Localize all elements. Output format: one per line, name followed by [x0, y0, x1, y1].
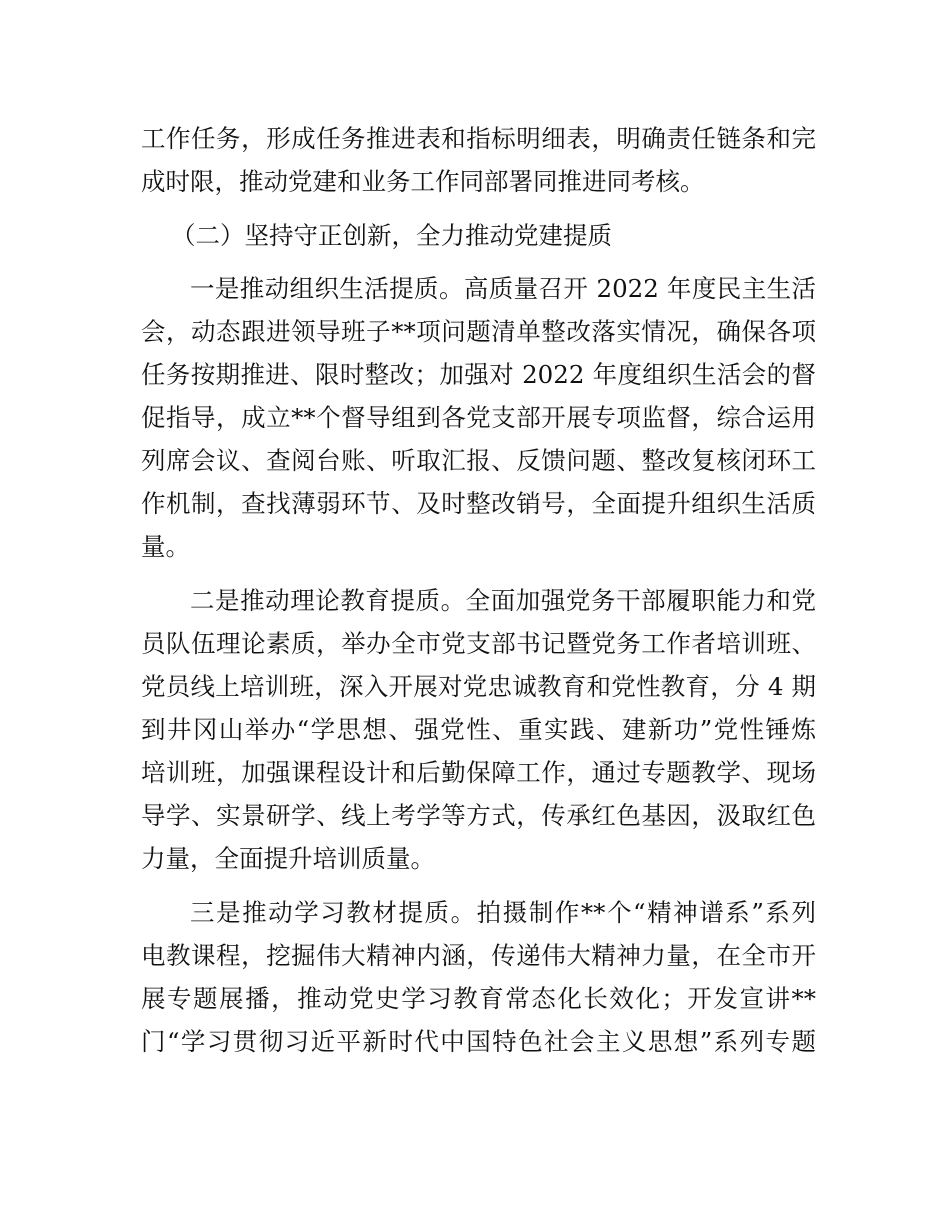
paragraph-2-line: 到井冈山举办“学思想、强党性、重实践、建新功”党性锤炼	[141, 715, 816, 744]
paragraph-3-line: 三是推动学习教材提质。拍摄制作**个“精神谱系”系列	[190, 898, 816, 927]
paragraph-3-line: 展专题展播，推动党史学习教育常态化长效化；开发宣讲**	[141, 984, 816, 1013]
paragraph-1-line: 一是推动组织生活提质。高质量召开 2022 年度民主生活	[190, 274, 816, 303]
paragraph-2-line: 导学、实景研学、线上考学等方式，传承红色基因，汲取红色	[141, 801, 816, 830]
paragraph-3-line: 电教课程，挖掘伟大精神内涵，传递伟大精神力量，在全市开	[141, 941, 816, 970]
paragraph-1-line: 作机制，查找薄弱环节、及时整改销号，全面提升组织生活质	[141, 489, 816, 518]
paragraph-1-line: 会，动态跟进领导班子**项问题清单整改落实情况，确保各项	[141, 317, 816, 346]
paragraph-1-line: 促指导，成立**个督导组到各党支部开展专项监督，综合运用	[141, 403, 816, 432]
text-line: 工作任务，形成任务推进表和指标明细表，明确责任链条和完	[141, 124, 816, 153]
paragraph-3-line: 门“学习贯彻习近平新时代中国特色社会主义思想”系列专题	[141, 1027, 816, 1056]
paragraph-2-line: 员队伍理论素质，举办全市党支部书记暨党务工作者培训班、	[141, 629, 816, 658]
text-line: 成时限，推动党建和业务工作同部署同推进同考核。	[141, 167, 705, 196]
paragraph-1-line: 任务按期推进、限时整改；加强对 2022 年度组织生活会的督	[141, 360, 816, 389]
paragraph-1-line: 量。	[141, 532, 190, 561]
paragraph-1-line: 列席会议、查阅台账、听取汇报、反馈问题、整改复核闭环工	[141, 446, 816, 475]
section-heading: （二）坚持守正创新，全力推动党建提质	[171, 221, 612, 250]
paragraph-2-line: 培训班，加强课程设计和后勤保障工作，通过专题教学、现场	[141, 758, 816, 787]
paragraph-2-line: 二是推动理论教育提质。全面加强党务干部履职能力和党	[190, 586, 816, 615]
paragraph-2-line: 力量，全面提升培训质量。	[141, 844, 435, 873]
paragraph-2-line: 党员线上培训班，深入开展对党忠诚教育和党性教育，分 4 期	[141, 672, 816, 701]
